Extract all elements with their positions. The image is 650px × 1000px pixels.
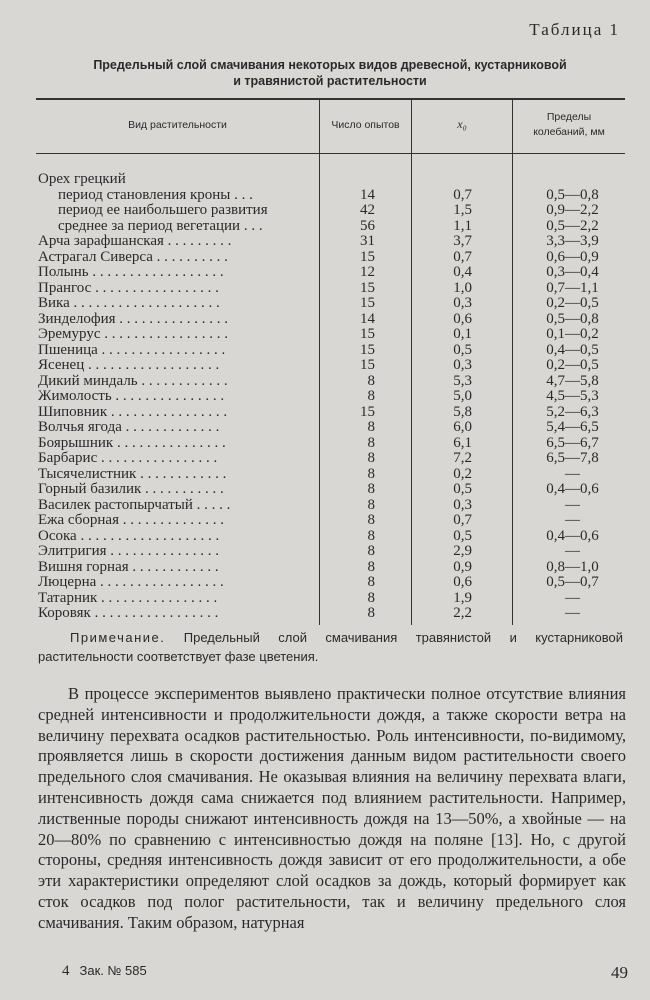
x0-cell: 0,7 bbox=[453, 512, 472, 528]
species-cell: Тысячелистник . . . . . . . . . . . . bbox=[38, 465, 227, 482]
trials-cell: 31 bbox=[360, 233, 375, 249]
header-range bbox=[513, 110, 625, 140]
range-cell: 5,4—6,5 bbox=[546, 419, 599, 435]
trials-cell: 8 bbox=[367, 372, 375, 389]
x0-cell: 7,2 bbox=[453, 450, 472, 466]
species-cell: Пшеница . . . . . . . . . . . . . . . . . bbox=[38, 341, 226, 358]
table-row bbox=[0, 605, 650, 621]
trials-cell: 14 bbox=[360, 310, 375, 327]
x0-cell: 3,7 bbox=[453, 233, 472, 249]
trials-cell: 8 bbox=[367, 512, 375, 528]
table-row bbox=[0, 233, 650, 249]
table-row bbox=[0, 187, 650, 203]
range-cell: — bbox=[565, 543, 580, 559]
trials-cell: 8 bbox=[367, 605, 375, 621]
table-row bbox=[0, 481, 650, 497]
x0-cell: 5,3 bbox=[453, 372, 472, 389]
table-row bbox=[0, 171, 650, 187]
range-cell: 3,3—3,9 bbox=[546, 233, 599, 249]
x0-cell: 0,6 bbox=[453, 574, 472, 590]
note-label: Примечание. bbox=[70, 630, 166, 645]
x0-cell: 0,4 bbox=[453, 264, 472, 280]
trials-cell: 8 bbox=[367, 450, 375, 466]
trials-cell: 15 bbox=[360, 357, 375, 373]
x0-cell: 1,1 bbox=[453, 217, 472, 234]
species-cell: Прангос . . . . . . . . . . . . . . . . . bbox=[38, 279, 219, 296]
page-number: 49 bbox=[611, 963, 628, 982]
header-species: Вид растительности bbox=[128, 119, 227, 131]
trials-cell: 14 bbox=[360, 186, 375, 203]
header-range-line1: Пределы bbox=[546, 111, 592, 123]
trials-cell: 15 bbox=[360, 326, 375, 342]
table-title bbox=[40, 57, 620, 89]
table-row bbox=[0, 326, 650, 342]
table-row bbox=[0, 450, 650, 466]
table-note bbox=[38, 628, 623, 666]
table-number: Таблица 1 bbox=[529, 20, 620, 39]
x0-cell: 2,9 bbox=[453, 543, 472, 559]
range-cell: 0,4—0,6 bbox=[546, 481, 599, 497]
species-cell: Астрагал Сиверса . . . . . . . . . . bbox=[38, 248, 228, 265]
species-cell: Татарник . . . . . . . . . . . . . . . . bbox=[38, 589, 218, 606]
x0-cell: 6,1 bbox=[453, 434, 472, 451]
order-number: Зак. № 585 bbox=[79, 963, 147, 978]
x0-cell: 0,5 bbox=[453, 527, 472, 544]
x0-cell: 0,5 bbox=[453, 341, 472, 358]
x0-cell: 0,6 bbox=[453, 310, 472, 327]
range-cell: 0,4—0,5 bbox=[546, 341, 599, 358]
trials-cell: 8 bbox=[367, 481, 375, 497]
trials-cell: 8 bbox=[367, 574, 375, 590]
x0-cell: 0,3 bbox=[453, 357, 472, 373]
species-cell: период становления кроны . . . bbox=[58, 186, 253, 203]
x0-cell: 0,3 bbox=[453, 496, 472, 513]
table-row bbox=[0, 419, 650, 435]
x0-cell: 2,2 bbox=[453, 605, 472, 621]
x0-cell: 0,2 bbox=[453, 465, 472, 482]
range-cell: — bbox=[565, 512, 580, 528]
table-row bbox=[0, 249, 650, 265]
signature-number: 4 bbox=[62, 963, 70, 979]
species-cell: Барбарис . . . . . . . . . . . . . . . . bbox=[38, 450, 218, 466]
species-cell: Горный базилик . . . . . . . . . . . bbox=[38, 481, 224, 497]
table-row bbox=[0, 202, 650, 218]
body-paragraph: В процессе экспериментов выявлено практически полное отсутствие влияния средней интенсивности и продолжительности дождя, а также скорости ветра на величину перехвата осадков растительностью. Роль интенсивности, по-видимому, проявляется лишь в скорости достижения данным видом растительности своего предельного слоя смачивания. Не оказывая влияния на величину перехвата влаги, интенсивность дождя сама снижается под влиянием растительности. Например, лиственные породы снижают интенсивность дождя на 13—50%, а хвойные — на 20—80% по сравнению с интенсивностью дождя на поляне [13]. Но, с другой стороны, средняя интенсивность дождя зависит от его продолжительности, а обе эти характеристики определяют слой осадков за дождь, который формирует как сток осадков под полог растительности, так и величину предельного слоя смачивания. Таким образом, натурная bbox=[38, 684, 626, 932]
table-row bbox=[0, 373, 650, 389]
species-cell: Коровяк . . . . . . . . . . . . . . . . . bbox=[38, 605, 219, 621]
trials-cell: 8 bbox=[367, 419, 375, 435]
x0-cell: 0,9 bbox=[453, 558, 472, 575]
header-x0: x₀ bbox=[457, 117, 467, 131]
header-trials: Число опытов bbox=[331, 119, 400, 131]
range-cell: 4,7—5,8 bbox=[546, 372, 599, 389]
species-cell: Боярышник . . . . . . . . . . . . . . . bbox=[38, 434, 226, 451]
trials-cell: 15 bbox=[360, 279, 375, 296]
range-cell: 6,5—7,8 bbox=[546, 450, 599, 466]
table-row bbox=[0, 388, 650, 404]
trials-cell: 15 bbox=[360, 403, 375, 420]
table-row bbox=[0, 357, 650, 373]
trials-cell: 12 bbox=[360, 264, 375, 280]
header-range-line2: колебаний, мм bbox=[533, 126, 605, 138]
table-row bbox=[0, 528, 650, 544]
species-cell: Ясенец . . . . . . . . . . . . . . . . . . bbox=[38, 357, 220, 373]
table-header-rule bbox=[36, 153, 625, 154]
species-cell: Вишня горная . . . . . . . . . . . . bbox=[38, 558, 219, 575]
trials-cell: 42 bbox=[360, 202, 375, 218]
species-cell: Зинделофия . . . . . . . . . . . . . . . bbox=[38, 310, 228, 327]
table-top-rule bbox=[36, 98, 625, 100]
range-cell: 0,2—0,5 bbox=[546, 357, 599, 373]
table-row bbox=[0, 543, 650, 559]
table-row bbox=[0, 218, 650, 234]
species-cell: Василек растопырчатый . . . . . bbox=[38, 496, 231, 513]
table-row bbox=[0, 342, 650, 358]
x0-cell: 5,8 bbox=[453, 403, 472, 420]
table-row bbox=[0, 466, 650, 482]
printer-signature bbox=[62, 963, 147, 980]
x0-cell: 0,5 bbox=[453, 481, 472, 497]
species-cell: Эремурус . . . . . . . . . . . . . . . . . bbox=[38, 326, 229, 342]
table-row bbox=[0, 280, 650, 296]
species-cell: Вика . . . . . . . . . . . . . . . . . . . . bbox=[38, 295, 220, 311]
range-cell: — bbox=[565, 496, 580, 513]
species-cell: среднее за период вегетации . . . bbox=[58, 217, 263, 234]
species-cell: Элитригия . . . . . . . . . . . . . . . bbox=[38, 543, 220, 559]
table-title-line2: и травянистой растительности bbox=[233, 74, 427, 88]
range-cell: 0,8—1,0 bbox=[546, 558, 599, 575]
species-cell: Осока . . . . . . . . . . . . . . . . . . . bbox=[38, 527, 220, 544]
trials-cell: 15 bbox=[360, 341, 375, 358]
range-cell: 4,5—5,3 bbox=[546, 388, 599, 404]
x0-cell: 6,0 bbox=[453, 419, 472, 435]
range-cell: 0,7—1,1 bbox=[546, 279, 599, 296]
trials-cell: 8 bbox=[367, 496, 375, 513]
trials-cell: 8 bbox=[367, 465, 375, 482]
trials-cell: 15 bbox=[360, 295, 375, 311]
x0-cell: 1,9 bbox=[453, 589, 472, 606]
species-cell: период ее наибольшего развития bbox=[58, 202, 268, 218]
range-cell: 0,6—0,9 bbox=[546, 248, 599, 265]
range-cell: — bbox=[565, 605, 580, 621]
species-cell: Ежа сборная . . . . . . . . . . . . . . bbox=[38, 512, 224, 528]
x0-cell: 0,7 bbox=[453, 186, 472, 203]
table-row bbox=[0, 590, 650, 606]
x0-cell: 0,3 bbox=[453, 295, 472, 311]
table-row bbox=[0, 295, 650, 311]
x0-cell: 1,0 bbox=[453, 279, 472, 296]
table-row bbox=[0, 574, 650, 590]
trials-cell: 8 bbox=[367, 388, 375, 404]
range-cell: 5,2—6,3 bbox=[546, 403, 599, 420]
species-cell: Орех грецкий bbox=[38, 171, 126, 187]
table-row bbox=[0, 404, 650, 420]
range-cell: — bbox=[565, 589, 580, 606]
table-row bbox=[0, 264, 650, 280]
species-cell: Дикий миндаль . . . . . . . . . . . . bbox=[38, 372, 228, 389]
table-row bbox=[0, 512, 650, 528]
range-cell: 0,5—2,2 bbox=[546, 217, 599, 234]
x0-cell: 5,0 bbox=[453, 388, 472, 404]
x0-cell: 1,5 bbox=[453, 202, 472, 218]
range-cell: 0,9—2,2 bbox=[546, 202, 599, 218]
x0-cell: 0,7 bbox=[453, 248, 472, 265]
trials-cell: 56 bbox=[360, 217, 375, 234]
range-cell: — bbox=[565, 465, 580, 482]
trials-cell: 8 bbox=[367, 527, 375, 544]
range-cell: 0,3—0,4 bbox=[546, 264, 599, 280]
range-cell: 0,5—0,8 bbox=[546, 310, 599, 327]
range-cell: 6,5—6,7 bbox=[546, 434, 599, 451]
species-cell: Жимолость . . . . . . . . . . . . . . . bbox=[38, 388, 225, 404]
species-cell: Полынь . . . . . . . . . . . . . . . . . . bbox=[38, 264, 224, 280]
range-cell: 0,1—0,2 bbox=[546, 326, 599, 342]
trials-cell: 8 bbox=[367, 589, 375, 606]
note-text: Предельный слой смачивания травянистой и кустарниковой растительности соответствует фазе цветения. bbox=[38, 630, 623, 664]
range-cell: 0,4—0,6 bbox=[546, 527, 599, 544]
range-cell: 0,2—0,5 bbox=[546, 295, 599, 311]
species-cell: Волчья ягода . . . . . . . . . . . . . bbox=[38, 419, 220, 435]
trials-cell: 8 bbox=[367, 543, 375, 559]
trials-cell: 8 bbox=[367, 434, 375, 451]
table-row bbox=[0, 435, 650, 451]
trials-cell: 15 bbox=[360, 248, 375, 265]
trials-cell: 8 bbox=[367, 558, 375, 575]
x0-cell: 0,1 bbox=[453, 326, 472, 342]
range-cell: 0,5—0,7 bbox=[546, 574, 599, 590]
table-title-line1: Предельный слой смачивания некоторых видов древесной, кустарниковой bbox=[93, 58, 567, 72]
species-cell: Арча зарафшанская . . . . . . . . . bbox=[38, 233, 232, 249]
species-cell: Люцерна . . . . . . . . . . . . . . . . . bbox=[38, 574, 224, 590]
range-cell: 0,5—0,8 bbox=[546, 186, 599, 203]
table-row bbox=[0, 559, 650, 575]
table-row bbox=[0, 497, 650, 513]
species-cell: Шиповник . . . . . . . . . . . . . . . . bbox=[38, 403, 228, 420]
table-row bbox=[0, 311, 650, 327]
